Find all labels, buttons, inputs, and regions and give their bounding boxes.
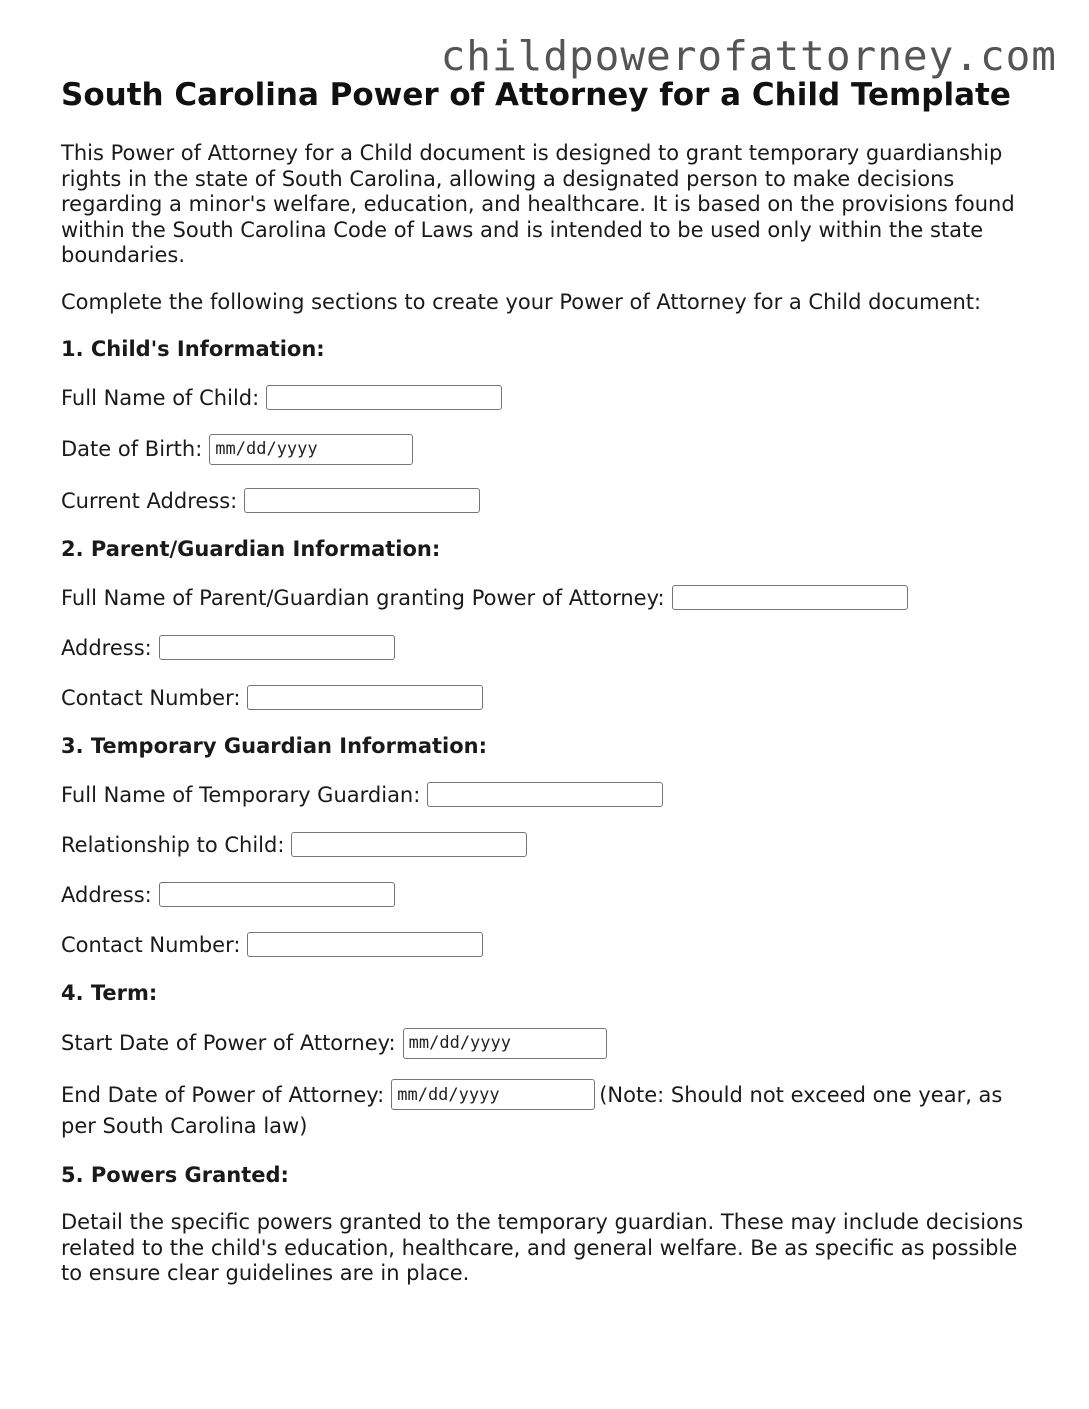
guardian-relationship-label: Relationship to Child: (61, 832, 285, 857)
parent-name-row (61, 584, 1041, 612)
section-heading-child-info: 1. Child's Information: (61, 336, 325, 361)
parent-contact-input[interactable] (247, 685, 483, 710)
guardian-address-row (61, 881, 1041, 909)
guardian-name-input[interactable] (427, 782, 663, 807)
child-name-label: Full Name of Child: (61, 385, 260, 410)
parent-address-input[interactable] (159, 635, 395, 660)
term-start-row (61, 1028, 1041, 1059)
parent-contact-label: Contact Number: (61, 685, 241, 710)
section-heading-term: 4. Term: (61, 980, 158, 1005)
guardian-relationship-row (61, 831, 1041, 859)
document-body (61, 74, 1041, 1287)
term-start-label: Start Date of Power of Attorney: (61, 1031, 396, 1055)
child-name-row (61, 384, 1041, 412)
child-dob-row (61, 434, 1041, 465)
guardian-address-input[interactable] (159, 882, 395, 907)
child-address-row (61, 487, 1041, 515)
term-end-row (61, 1079, 1041, 1142)
child-address-label: Current Address: (61, 488, 238, 513)
guardian-contact-row (61, 931, 1041, 959)
guardian-contact-label: Contact Number: (61, 932, 241, 957)
term-end-date-input[interactable]: mm/dd/yyyy (391, 1079, 595, 1110)
intro-paragraph: This Power of Attorney for a Child document is designed to grant temporary guardianship rights in the state of South Carolina, allowing a designated person to make decisions regarding a minor's welfare, education, and healthcare. It is based on the provisions found within the South Carolina Code of Laws and is intended to be used only within the state boundaries. (61, 141, 1015, 267)
guardian-name-label: Full Name of Temporary Guardian: (61, 782, 421, 807)
term-start-date-input[interactable]: mm/dd/yyyy (403, 1028, 607, 1059)
parent-address-label: Address: (61, 635, 152, 660)
section-heading-guardian-info: 3. Temporary Guardian Information: (61, 733, 488, 758)
powers-description: Detail the specific powers granted to the temporary guardian. These may include decisions related to the child's education, healthcare, and general welfare. Be as specific as possible to ensure clear guidelines are in place. (61, 1210, 1024, 1285)
parent-contact-row (61, 684, 1041, 712)
term-end-note: (Note: Should not exceed one year, as per South Carolina law) (61, 1082, 1003, 1138)
child-name-input[interactable] (266, 385, 502, 410)
guardian-address-label: Address: (61, 882, 152, 907)
page-title: South Carolina Power of Attorney for a Child Template (61, 77, 1011, 113)
parent-name-input[interactable] (672, 585, 908, 610)
guardian-name-row (61, 781, 1041, 809)
child-dob-label: Date of Birth: (61, 437, 203, 461)
parent-address-row (61, 634, 1041, 662)
guardian-relationship-input[interactable] (291, 832, 527, 857)
watermark: childpowerofattorney.com (440, 32, 1057, 80)
child-dob-date-input[interactable]: mm/dd/yyyy (209, 434, 413, 465)
instruction-paragraph: Complete the following sections to create your Power of Attorney for a Child document: (61, 289, 982, 314)
child-address-input[interactable] (244, 488, 480, 513)
parent-name-label: Full Name of Parent/Guardian granting Power of Attorney: (61, 585, 665, 610)
term-end-label: End Date of Power of Attorney: (61, 1082, 385, 1107)
section-heading-parent-info: 2. Parent/Guardian Information: (61, 536, 441, 561)
guardian-contact-input[interactable] (247, 932, 483, 957)
section-heading-powers: 5. Powers Granted: (61, 1163, 289, 1187)
